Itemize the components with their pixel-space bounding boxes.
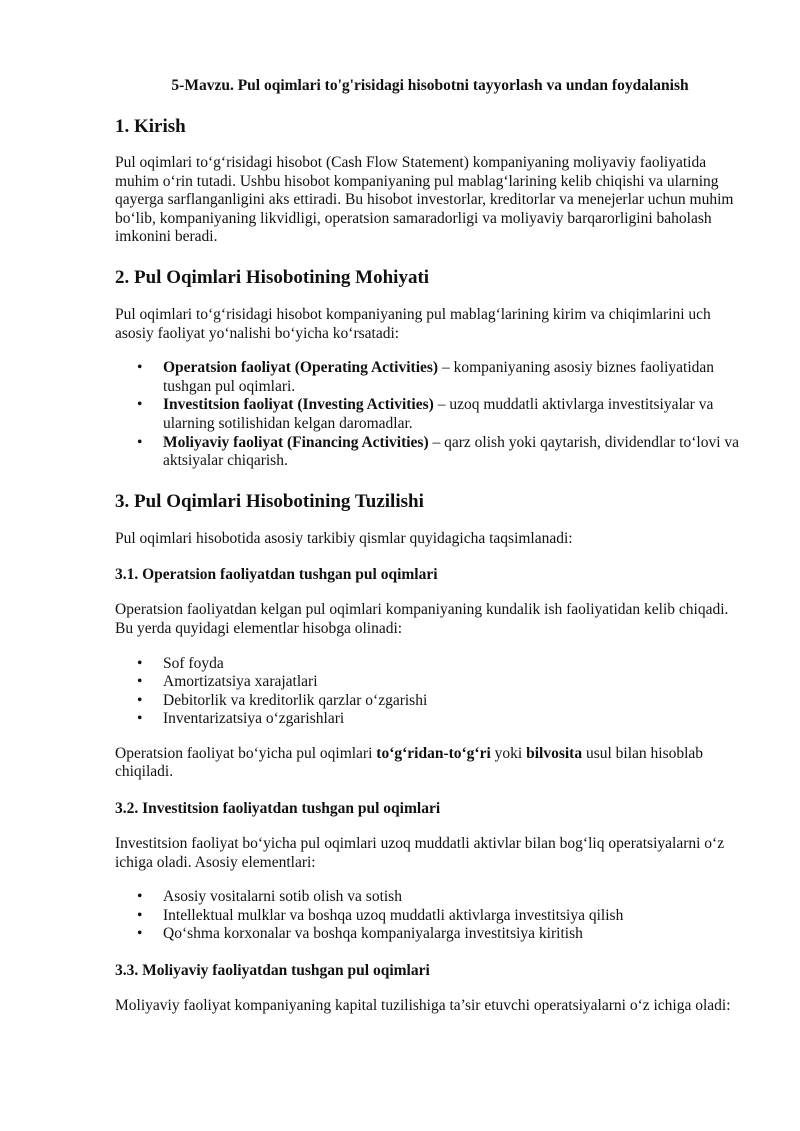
closing-text: usul bilan hisoblab chiqiladi.	[115, 744, 704, 781]
list-item-bold: Moliyaviy faoliyat (Financing Activities)	[163, 433, 429, 451]
section-1-paragraph: Pul oqimlari to‘g‘risidagi hisobot (Cash Flow Statement) kompaniyaning moliyaviy faoliyatida muhim o‘rin tutadi. Ushbu hisobot kompaniyaning pul mablag‘larining kelib chiqishi va ularning qayerga sarflanganligini aks ettiradi. Bu hisobot investorlar, kreditorlar va menejerlar uchun muhim bo‘lib, kompaniyaning likvidligi, operatsion samaradorligi va moliyaviy barqarorligini baholash imkonini beradi.	[115, 154, 734, 246]
section-2-heading: 2. Pul Oqimlari Hisobotining Mohiyati	[115, 266, 430, 288]
section-3-paragraph: Pul oqimlari hisobotida asosiy tarkibiy qismlar quyidagicha taqsimlanadi:	[115, 529, 573, 547]
list-item	[115, 434, 745, 471]
list-item	[115, 655, 745, 674]
list-item	[115, 359, 745, 396]
list-item	[115, 888, 745, 907]
bullet-glyph: •	[137, 359, 143, 377]
subsection-3-3-heading: 3.3. Moliyaviy faoliyatdan tushgan pul oqimlari	[115, 962, 430, 980]
bullet-glyph: •	[137, 906, 143, 924]
list-item	[115, 907, 745, 926]
list-item-text: – kompaniyaning asosiy biznes faoliyatidan tushgan pul oqimlari.	[163, 359, 715, 395]
subsection-3-1-heading: 3.1. Operatsion faoliyatdan tushgan pul oqimlari	[115, 566, 438, 584]
list-item-text: – uzoq muddatli aktivlarga investitsiyalar va ularning sotilishidan kelgan daromadlar.	[163, 396, 714, 432]
list-item-text: Intellektual mulklar va boshqa uzoq muddatli aktivlarga investitsiya qilish	[163, 906, 624, 924]
bullet-glyph: •	[137, 433, 143, 451]
list-item	[115, 673, 745, 692]
list-item-text: Asosiy vositalarni sotib olish va sotish	[163, 888, 402, 906]
list-item-bold: Operatsion faoliyat (Operating Activities)	[163, 359, 439, 377]
list-item-text: Sof foyda	[163, 654, 224, 672]
subsection-3-1-paragraph: Operatsion faoliyatdan kelgan pul oqimlari kompaniyaning kundalik ish faoliyatidan kelib chiqadi. Bu yerda quyidagi elementlar hisobga olinadi:	[115, 601, 729, 637]
bullet-glyph: •	[137, 925, 143, 943]
list-item	[115, 710, 745, 729]
subsection-3-1-closing	[115, 745, 745, 782]
list-item	[115, 692, 745, 711]
list-item-text: – qarz olish yoki qaytarish, dividendlar to‘lovi va aktsiyalar chiqarish.	[163, 433, 740, 470]
subsection-3-2-heading: 3.2. Investitsion faoliyatdan tushgan pul oqimlari	[115, 800, 441, 818]
subsection-3-3-paragraph: Moliyaviy faoliyat kompaniyaning kapital tuzilishiga ta’sir etuvchi operatsiyalarni o‘z ichiga oladi:	[115, 997, 731, 1015]
section-3-heading: 3. Pul Oqimlari Hisobotining Tuzilishi	[115, 490, 424, 512]
bullet-glyph: •	[137, 654, 143, 672]
indirect-method-term: bilvosita	[526, 744, 583, 762]
bullet-glyph: •	[137, 673, 143, 691]
document-title: 5-Mavzu. Pul oqimlari to'g'risidagi hisobotni tayyorlash va undan foydalanish	[171, 77, 689, 94]
list-item	[115, 396, 745, 433]
bullet-glyph: •	[137, 888, 143, 906]
list-item	[115, 925, 745, 944]
closing-text: Operatsion faoliyat bo‘yicha pul oqimlari	[115, 744, 377, 762]
list-item-text: Amortizatsiya xarajatlari	[163, 673, 318, 691]
section-2-paragraph: Pul oqimlari to‘g‘risidagi hisobot kompaniyaning pul mablag‘larining kirim va chiqimlarini uch asosiy faoliyat yo‘nalishi bo‘yicha ko‘rsatadi:	[115, 305, 711, 342]
direct-method-term: to‘g‘ridan-to‘g‘ri	[376, 744, 491, 762]
list-item-text: Inventarizatsiya o‘zgarishlari	[163, 710, 345, 728]
bullet-glyph: •	[137, 710, 143, 728]
list-item-text: Qo‘shma korxonalar va boshqa kompaniyalarga investitsiya kiritish	[163, 925, 583, 943]
section-1-heading: 1. Kirish	[115, 116, 186, 137]
investing-elements-list	[115, 888, 745, 944]
list-item-text: Debitorlik va kreditorlik qarzlar o‘zgarishi	[163, 691, 428, 709]
activity-list	[115, 359, 745, 471]
list-item-bold: Investitsion faoliyat (Investing Activities)	[163, 396, 434, 414]
closing-text: yoki	[490, 744, 527, 762]
bullet-glyph: •	[137, 691, 143, 709]
document-page	[115, 68, 745, 1016]
operating-elements-list	[115, 655, 745, 729]
subsection-3-2-paragraph: Investitsion faoliyat bo‘yicha pul oqimlari uzoq muddatli aktivlar bilan bog‘liq operatsiyalarni o‘z ichiga oladi. Asosiy elementlari:	[115, 835, 725, 871]
bullet-glyph: •	[137, 396, 143, 414]
